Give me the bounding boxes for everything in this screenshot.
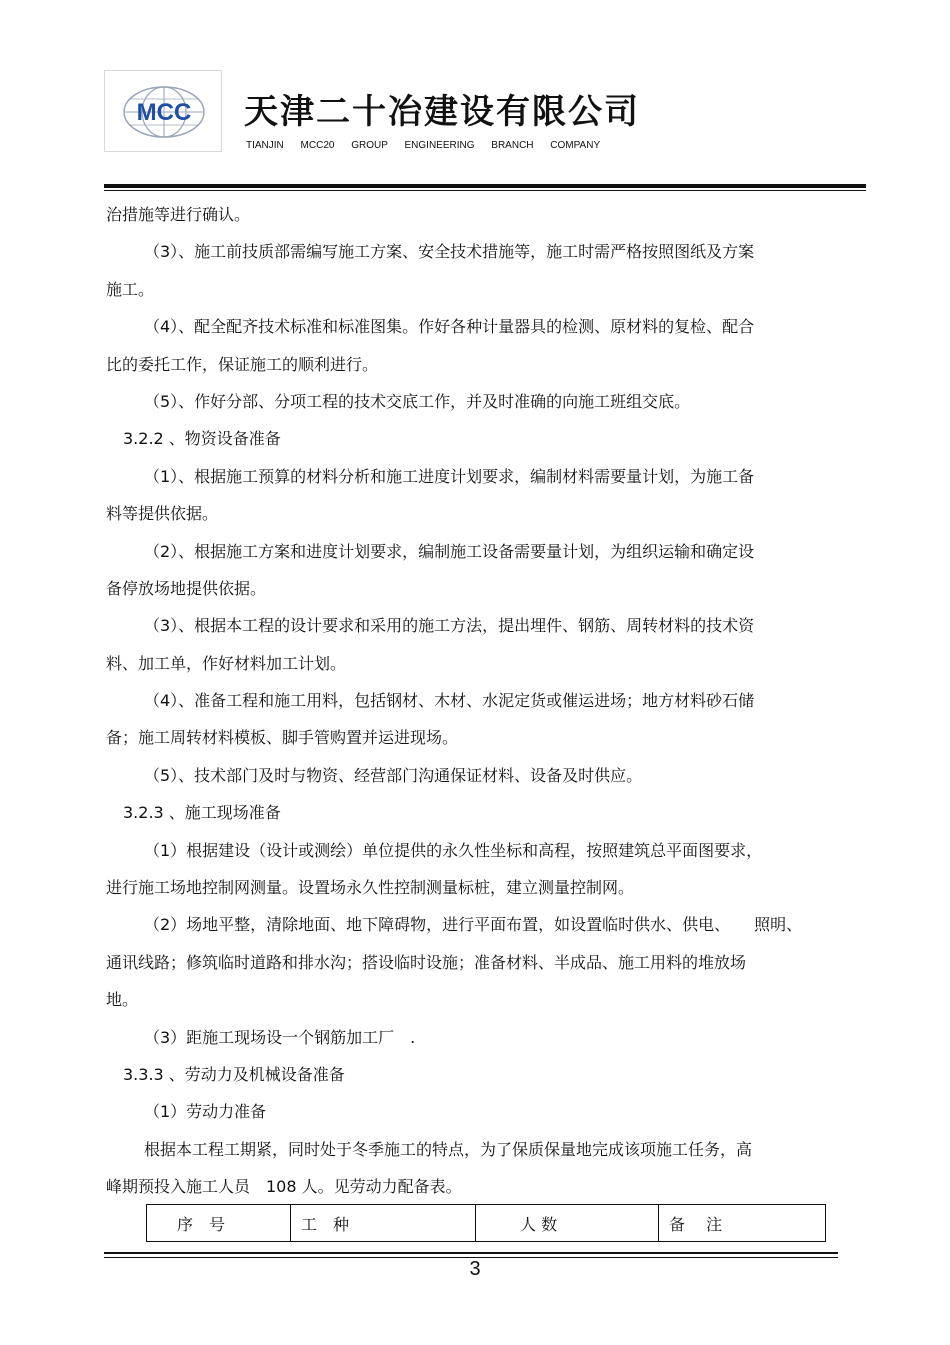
header-rule-thick <box>104 184 866 188</box>
body-text-line: 料、加工单，作好材料加工计划。 <box>106 653 347 673</box>
body-text-line: （2）场地平整，清除地面、地下障碍物，进行平面布置，如设置临时供水、供电、 照明、 <box>144 915 803 935</box>
footer-rule-thick <box>104 1252 838 1254</box>
table-header-cell: 序 号 <box>147 1205 291 1242</box>
section-heading: 3.2.3 、施工现场准备 <box>123 803 281 823</box>
table-header-row <box>147 1205 826 1242</box>
document-body <box>106 196 866 1206</box>
body-text-line: 峰期预投入施工人员 108 人。见劳动力配备表。 <box>106 1177 462 1197</box>
body-text-line: （1）劳动力准备 <box>144 1102 267 1122</box>
body-text-line: 施工。 <box>106 279 155 299</box>
body-text-line: （1）根据建设（设计或测绘）单位提供的永久性坐标和高程，按照建筑总平面图要求， <box>144 840 763 860</box>
section-heading: 3.3.3 、劳动力及机械设备准备 <box>123 1064 345 1084</box>
body-text-line: （5）、技术部门及时与物资、经营部门沟通保证材料、设备及时供应。 <box>144 765 643 785</box>
table-header-cell: 备 注 <box>659 1205 826 1242</box>
body-text-line: （4）、配全配齐技术标准和标准图集。作好各种计量器具的检测、原材料的复检、配合 <box>144 317 755 337</box>
page-number: 3 <box>469 1258 481 1280</box>
table-header-cell: 人 数 <box>476 1205 659 1242</box>
company-logo <box>104 70 222 152</box>
body-text-line: （2）、根据施工方案和进度计划要求，编制施工设备需要量计划，为组织运输和确定设 <box>144 541 755 561</box>
body-text-line: （3）、施工前技质部需编写施工方案、安全技术措施等，施工时需严格按照图纸及方案 <box>144 242 755 262</box>
body-text-line: 比的委托工作，保证施工的顺利进行。 <box>106 354 379 374</box>
body-text-line: 地。 <box>106 990 139 1010</box>
body-text-line: （4）、准备工程和施工用料，包括钢材、木材、水泥定货或催运进场；地方材料砂石储 <box>144 691 755 711</box>
section-heading: 3.2.2 、物资设备准备 <box>123 429 281 449</box>
logo-text: MCC <box>136 99 192 126</box>
body-text-line: 备；施工周转材料模板、脚手管购置并运进现场。 <box>106 728 459 748</box>
body-text-line: 备停放场地提供依据。 <box>106 578 267 598</box>
company-name-en: TIANJIN MCC20 GROUP ENGINEERING BRANCH COMPANY <box>246 140 601 151</box>
body-text-line: （3）、根据本工程的设计要求和采用的施工方法，提出埋件、钢筋、周转材料的技术资 <box>144 616 755 636</box>
body-text-line: （3）距施工现场设一个钢筋加工厂 . <box>144 1027 416 1047</box>
body-text-line: 根据本工程工期紧，同时处于冬季施工的特点，为了保质保量地完成该项施工任务，高 <box>144 1139 753 1159</box>
table-header-cell: 工 种 <box>291 1205 476 1242</box>
body-text-line: 料等提供依据。 <box>106 504 219 524</box>
body-text-line: （5）、作好分部、分项工程的技术交底工作，并及时准确的向施工班组交底。 <box>144 391 691 411</box>
body-text-line: 治措施等进行确认。 <box>106 205 251 224</box>
body-text-line: （1）、根据施工预算的材料分析和施工进度计划要求，编制材料需要量计划，为施工备 <box>144 466 755 486</box>
company-name-cn: 天津二十冶建设有限公司 <box>244 92 640 132</box>
body-text-line: 通讯线路；修筑临时道路和排水沟；搭设临时设施；准备材料、半成品、施工用料的堆放场 <box>106 952 747 972</box>
header-rule-thin <box>104 190 866 191</box>
body-text-line: 进行施工场地控制网测量。设置场永久性控制测量标桩，建立测量控制网。 <box>106 878 635 898</box>
labor-table <box>146 1204 826 1242</box>
mcc-globe-icon <box>119 85 209 139</box>
